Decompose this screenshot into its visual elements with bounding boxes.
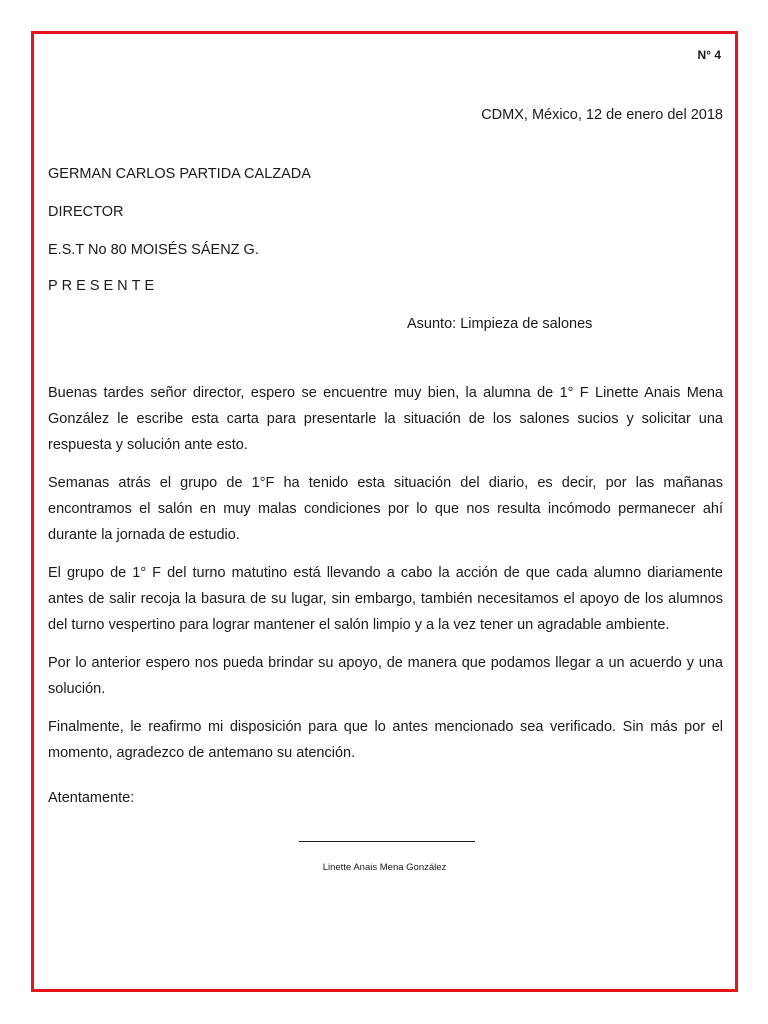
body-paragraph: Buenas tardes señor director, espero se encuentre muy bien, la alumna de 1° F Linette Anais Mena González le escribe esta carta para presentarle la situación de los salones sucios y solicitar una respuesta y solución ante esto. [48, 385, 723, 453]
body-paragraph: Por lo anterior espero nos pueda brindar su apoyo, de manera que podamos llegar a un acuerdo y una solución. [48, 655, 723, 697]
letter-body [48, 380, 723, 778]
signature-line [299, 841, 475, 842]
recipient-school: E.S.T No 80 MOISÉS SÁENZ G. [48, 242, 259, 258]
letter-number: N° 4 [697, 48, 721, 62]
body-paragraph: Semanas atrás el grupo de 1°F ha tenido esta situación del diario, es decir, por las mañanas encontramos el salón en muy malas condiciones por lo que nos resulta incómodo permanecer ahí durante la jornada de estudio. [48, 475, 723, 543]
signature-name: Linette Anais Mena González [322, 862, 447, 873]
recipient-presente: PRESENTE [48, 278, 159, 294]
letter-date: CDMX, México, 12 de enero del 2018 [481, 107, 723, 123]
letter-closing: Atentamente: [48, 790, 135, 806]
letter-page [31, 31, 738, 992]
letter-subject: Asunto: Limpieza de salones [407, 316, 593, 332]
body-paragraph: Finalmente, le reafirmo mi disposición para que lo antes mencionado sea verificado. Sin más por el momento, agradezco de antemano su atención. [48, 719, 723, 761]
recipient-position: DIRECTOR [48, 204, 124, 220]
body-paragraph: El grupo de 1° F del turno matutino está llevando a cabo la acción de que cada alumno diariamente antes de salir recoja la basura de su lugar, sin embargo, también necesitamos el apoyo de los alumnos del turno vespertino para lograr mantener el salón limpio y a la vez tener un agradable ambiente. [48, 565, 723, 633]
recipient-name: GERMAN CARLOS PARTIDA CALZADA [48, 166, 311, 182]
